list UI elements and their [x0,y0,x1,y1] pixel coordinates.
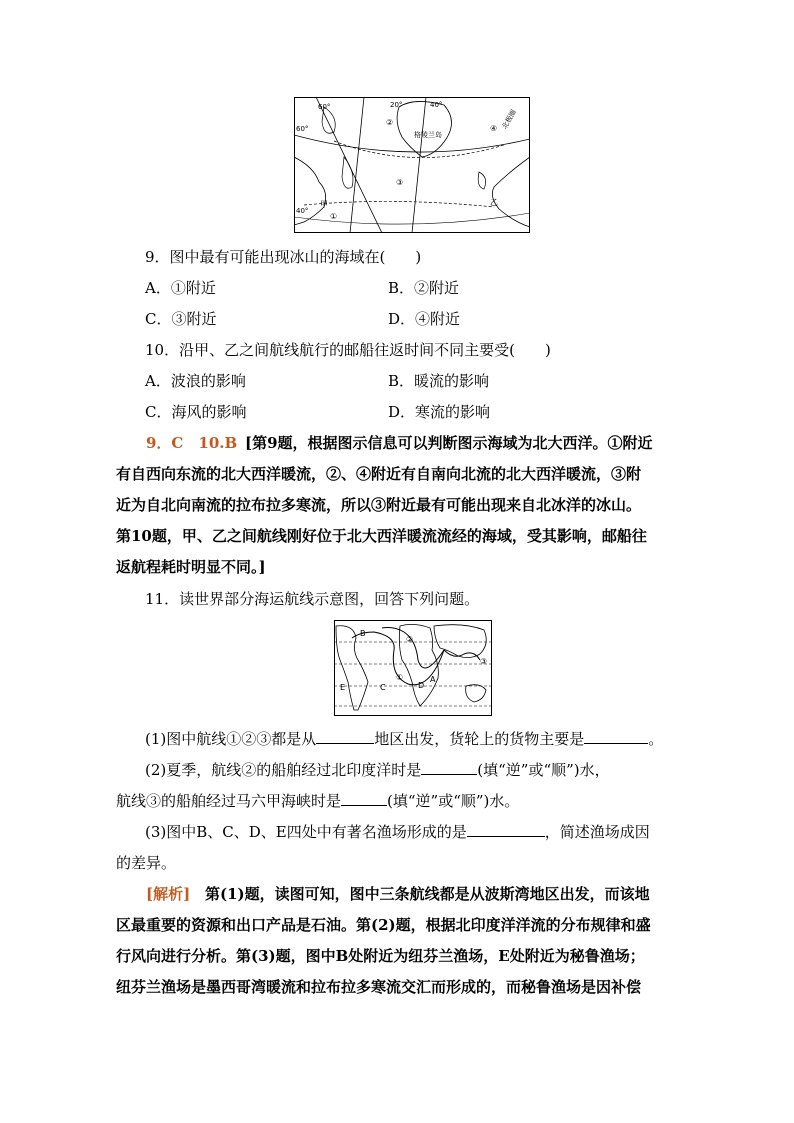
north-atlantic-map-svg [294,97,530,233]
north-atlantic-map [294,97,530,233]
q11-part1-text-c: 。 [648,730,664,748]
greenland-label: 格陵兰岛 [414,131,442,139]
answer-9-10-line-3: 近为自北向南流的拉布拉多寒流，所以③附近最有可能出现来自北冰洋的冰山。 [116,496,642,514]
lon-label-60: 60° [318,103,331,111]
q11-part3-line1 [145,822,650,842]
q11-part3-text-b: ，简述渔场成因 [544,823,650,841]
q11-part2-text-b: (填“逆”或“顺”)水， [477,761,610,779]
label-C: C [380,683,386,692]
marker-4: ④ [490,124,498,133]
lon-label-20: 20° [390,101,403,109]
answer-9-10-line-4: 第10题，甲、乙之间航线刚好位于北大西洋暖流流经的海域，受其影响，邮船往 [116,527,647,545]
label-D: D [418,681,425,690]
marker-1: ① [330,212,338,221]
answer-blank-3[interactable] [421,760,477,775]
q9-option-c: C．③附近 [145,310,217,328]
place-yi: 乙 [490,198,498,207]
label-A: A [430,675,436,684]
q10-stem: 10．沿甲、乙之间航线航行的邮船往返时间不同主要受( ) [145,341,551,359]
place-jia: 甲 [320,200,328,209]
q9-option-d: D．④附近 [388,310,461,328]
q10-option-d: D．寒流的影响 [388,403,491,421]
q11-part2-line1 [145,760,610,780]
marker-3: ③ [396,178,404,187]
marker-2: ② [386,118,394,127]
analysis-tag: [解析] [146,885,191,903]
answer-9-10-line-1: [第9题，根据图示信息可以判断图示海域为北大西洋。①附近 [245,434,653,452]
analysis-line-4: 纽芬兰渔场是墨西哥湾暖流和拉布拉多寒流交汇而形成的，而秘鲁渔场是因补偿 [116,978,642,996]
answer-blank-5[interactable] [467,822,545,837]
route-3: ③ [480,657,488,666]
q9-option-a: A．①附近 [145,279,216,297]
q11-part3-line2: 的差异。 [116,854,177,872]
q11-part1-text-a: (1)图中航线①②③都是从 [145,730,317,748]
q9-stem: 9．图中最有可能出现冰山的海域在( ) [145,248,422,266]
answer-blank-1[interactable] [316,729,374,744]
lon-label-40: 40° [430,101,443,109]
answer-9-10-head: 9．C 10.B [146,434,238,452]
arctic-circle-label: 北极圈 [500,108,518,131]
q9-option-b: B．②附近 [388,279,460,297]
route-1: ① [396,673,404,682]
route-2: ② [406,635,414,644]
analysis-line-3: 行风向进行分析。第(3)题，图中B处附近为纽芬兰渔场，E处附近为秘鲁渔场； [116,947,645,965]
q11-part1 [145,729,663,749]
q11-part2-text-a: (2)夏季，航线②的船舶经过北印度洋时是 [145,761,422,779]
q10-option-a: A．波浪的影响 [145,372,246,390]
q11-stem: 11．读世界部分海运航线示意图，回答下列问题。 [145,590,480,608]
shipping-routes-map [334,620,492,716]
label-E: E [340,683,346,692]
answer-blank-2[interactable] [584,729,648,744]
label-B: B [360,629,366,638]
shipping-routes-map-svg [334,620,492,716]
q10-option-c: C．海风的影响 [145,403,247,421]
q11-part1-text-b: 地区出发，货轮上的货物主要是 [374,730,585,748]
answer-blank-4[interactable] [341,791,387,806]
lat-label-60: 60° [296,125,309,133]
lat-label-40: 40° [296,207,309,215]
q11-part2-line2 [116,791,519,811]
q11-part2-text-c: 航线③的船舶经过马六甲海峡时是 [116,792,342,810]
q11-part3-text-a: (3)图中B、C、D、E四处中有著名渔场形成的是 [145,823,467,841]
analysis-line-2: 区最重要的资源和出口产品是石油。第(2)题，根据北印度洋洋流的分布规律和盛 [116,916,651,934]
q10-option-b: B．暖流的影响 [388,372,490,390]
answer-9-10-line-5: 返航程耗时明显不同。] [116,558,266,576]
analysis-line-1: 第(1)题，读图可知，图中三条航线都是从波斯湾地区出发，而该地 [205,885,650,903]
answer-9-10-line-2: 有自西向东流的北大西洋暖流，②、④附近有自南向北流的北大西洋暖流，③附 [116,465,642,483]
q11-part2-text-d: (填“逆”或“顺”)水。 [387,792,520,810]
